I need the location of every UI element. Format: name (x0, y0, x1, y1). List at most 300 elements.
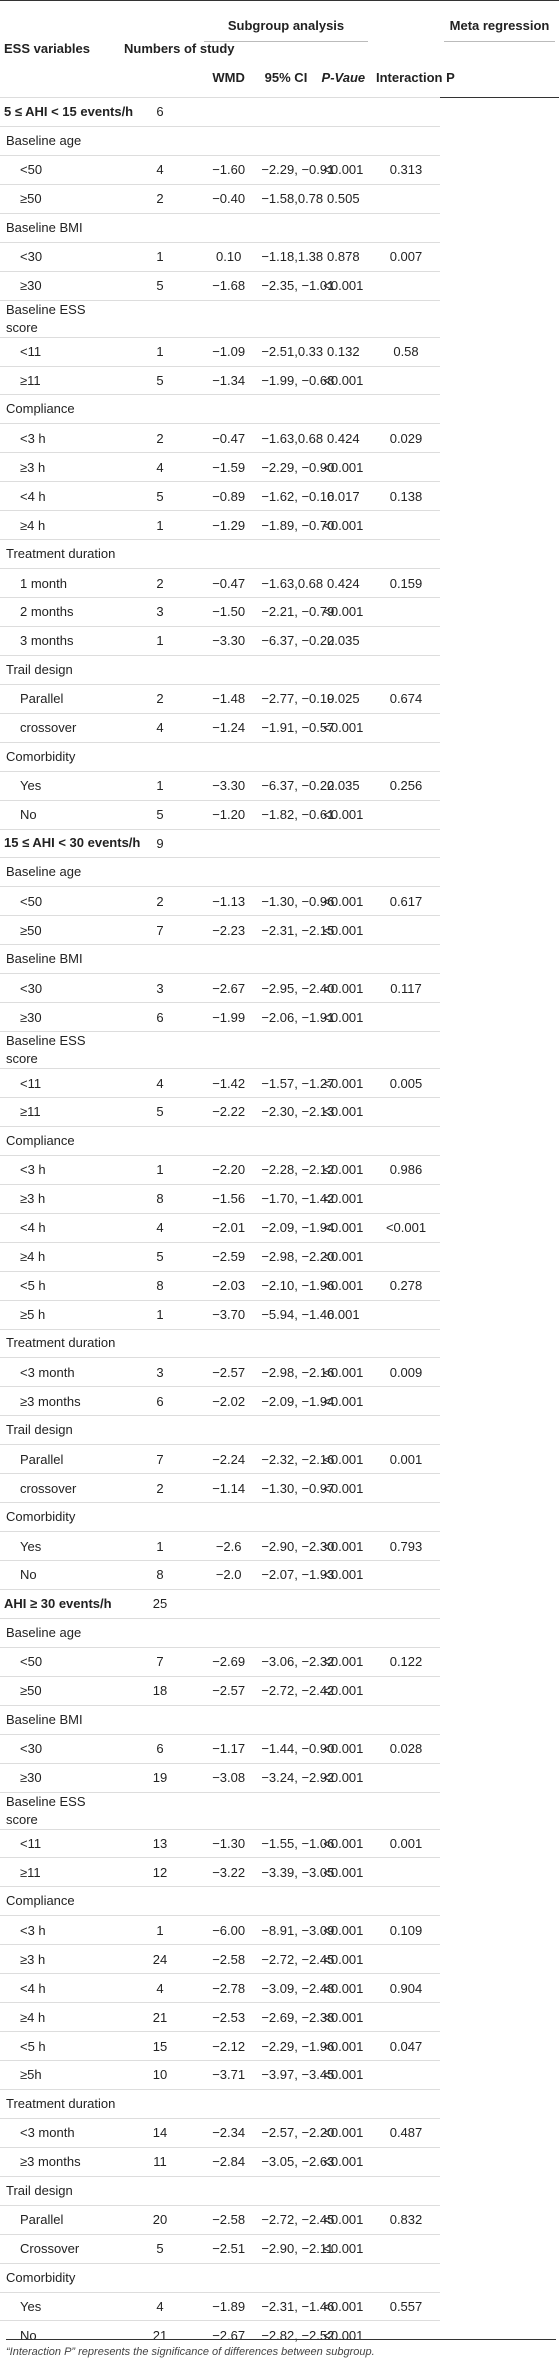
subgroup-label: <3 h (0, 424, 120, 453)
study-count: 18 (120, 1676, 200, 1705)
wmd-value: −1.13 (200, 887, 257, 916)
study-count: 15 (120, 2032, 200, 2061)
subgroup-label: <11 (0, 1829, 120, 1858)
interaction-p-value (372, 1098, 440, 1127)
p-value: 0.035 (315, 626, 372, 655)
empty-cell (372, 1705, 440, 1734)
interaction-p-value (372, 2061, 440, 2090)
empty-cell (315, 540, 372, 569)
ci-value: −2.06, −1.91 (257, 1003, 314, 1032)
variable-row (0, 2263, 559, 2292)
p-value: <0.001 (315, 800, 372, 829)
empty-cell (372, 2176, 440, 2205)
subgroup-label: ≥11 (0, 1858, 120, 1887)
subgroup-label: <3 h (0, 1916, 120, 1945)
subgroup-label: ≥3 h (0, 1945, 120, 1974)
empty-cell (372, 2263, 440, 2292)
subgroup-row (0, 713, 559, 742)
subgroup-label: ≥3 h (0, 453, 120, 482)
empty-cell (200, 395, 257, 424)
empty-cell (315, 1705, 372, 1734)
interaction-p-value (372, 2234, 440, 2263)
p-value: <0.001 (315, 1213, 372, 1242)
subgroup-row (0, 511, 559, 540)
wmd-value: −2.69 (200, 1647, 257, 1676)
study-count: 6 (120, 1003, 200, 1032)
p-value: <0.001 (315, 1916, 372, 1945)
interaction-p-value: 0.313 (372, 155, 440, 184)
study-count: 5 (120, 482, 200, 511)
subgroup-row (0, 1358, 559, 1387)
study-count: 7 (120, 1647, 200, 1676)
subgroup-row (0, 453, 559, 482)
interaction-p-value (372, 1300, 440, 1329)
wmd-value: −1.60 (200, 155, 257, 184)
subgroup-row (0, 887, 559, 916)
empty-cell (257, 1618, 314, 1647)
interaction-p-value: 0.047 (372, 2032, 440, 2061)
study-count: 4 (120, 155, 200, 184)
interaction-p-value (372, 1763, 440, 1792)
subgroup-row (0, 2003, 559, 2032)
study-count: 8 (120, 1561, 200, 1590)
empty-cell (257, 829, 314, 858)
header-p-value (315, 58, 372, 98)
study-count: 4 (120, 1069, 200, 1098)
study-count: 1 (120, 1155, 200, 1184)
ci-value: −2.30, −2.13 (257, 1098, 314, 1127)
variable-label: Baseline age (0, 126, 120, 155)
wmd-value: −2.23 (200, 916, 257, 945)
subgroup-label: <50 (0, 155, 120, 184)
subgroup-row (0, 1242, 559, 1271)
variable-row (0, 945, 559, 974)
wmd-value: −1.29 (200, 511, 257, 540)
p-value: <0.001 (315, 1676, 372, 1705)
interaction-p-value (372, 511, 440, 540)
empty-cell (372, 300, 440, 337)
interaction-p-value (372, 1474, 440, 1503)
study-count: 1 (120, 511, 200, 540)
wmd-value: −1.14 (200, 1474, 257, 1503)
interaction-p-value (372, 184, 440, 213)
wmd-value: −2.22 (200, 1098, 257, 1127)
p-value: <0.001 (315, 1271, 372, 1300)
ci-value: −1.44, −0.90 (257, 1734, 314, 1763)
empty-cell (315, 829, 372, 858)
ci-value: −5.94, −1.46 (257, 1300, 314, 1329)
subgroup-label: ≥4 h (0, 2003, 120, 2032)
empty-cell (372, 742, 440, 771)
wmd-value: −1.24 (200, 713, 257, 742)
subgroup-row (0, 771, 559, 800)
subgroup-label: 2 months (0, 598, 120, 627)
wmd-value: −2.24 (200, 1445, 257, 1474)
empty-cell (120, 2263, 200, 2292)
p-value: <0.001 (315, 1734, 372, 1763)
study-count: 11 (120, 2147, 200, 2176)
ci-value: −2.29, −0.91 (257, 155, 314, 184)
empty-cell (315, 126, 372, 155)
subgroup-row (0, 1829, 559, 1858)
subgroup-label: ≥4 h (0, 511, 120, 540)
study-count: 5 (120, 1098, 200, 1127)
empty-cell (315, 1792, 372, 1829)
subgroup-row (0, 482, 559, 511)
study-count: 5 (120, 2234, 200, 2263)
p-value: <0.001 (315, 1474, 372, 1503)
study-count: 7 (120, 1445, 200, 1474)
header-meta-regression (440, 1, 559, 58)
variable-label: Baseline ESS score (0, 300, 120, 337)
variable-label: Baseline BMI (0, 1705, 120, 1734)
empty-cell (200, 945, 257, 974)
wmd-value: −1.17 (200, 1734, 257, 1763)
wmd-value: −0.47 (200, 569, 257, 598)
ci-value: −1.18,1.38 (257, 242, 314, 271)
interaction-p-value (372, 1242, 440, 1271)
subgroup-label: crossover (0, 713, 120, 742)
variable-row (0, 1032, 559, 1069)
wmd-value: −2.0 (200, 1561, 257, 1590)
empty-cell (200, 1792, 257, 1829)
subgroup-label: <30 (0, 1734, 120, 1763)
subgroup-label: <5 h (0, 2032, 120, 2061)
subgroup-label: <11 (0, 337, 120, 366)
interaction-p-value: 0.58 (372, 337, 440, 366)
subgroup-label: crossover (0, 1474, 120, 1503)
p-value: <0.001 (315, 1003, 372, 1032)
subgroup-label: <5 h (0, 1271, 120, 1300)
empty-cell (257, 98, 314, 127)
p-value: 0.017 (315, 482, 372, 511)
ci-value: −2.77, −0.19 (257, 684, 314, 713)
empty-cell (200, 2089, 257, 2118)
empty-cell (257, 742, 314, 771)
subgroup-row (0, 2147, 559, 2176)
p-value: 0.001 (315, 1300, 372, 1329)
p-value: 0.035 (315, 771, 372, 800)
subgroup-row (0, 1561, 559, 1590)
empty-cell (372, 540, 440, 569)
wmd-value: −2.67 (200, 2321, 257, 2349)
ci-value: −2.35, −1.01 (257, 271, 314, 300)
ci-value: −2.72, −2.45 (257, 1945, 314, 1974)
p-value: <0.001 (315, 2061, 372, 2090)
ci-value: −2.98, −2.16 (257, 1358, 314, 1387)
subgroup-row (0, 1676, 559, 1705)
study-count: 6 (120, 1734, 200, 1763)
empty-cell (200, 540, 257, 569)
ci-value: −3.97, −3.45 (257, 2061, 314, 2090)
variable-label: Baseline ESS score (0, 1032, 120, 1069)
ci-value: −2.32, −2.16 (257, 1445, 314, 1474)
empty-cell (372, 2089, 440, 2118)
header-ess-variables: ESS variables (4, 41, 90, 56)
wmd-value: −1.89 (200, 2292, 257, 2321)
empty-cell (200, 1329, 257, 1358)
p-value: <0.001 (315, 2003, 372, 2032)
p-value: <0.001 (315, 1242, 372, 1271)
p-value: <0.001 (315, 1098, 372, 1127)
study-count: 24 (120, 1945, 200, 1974)
empty-cell (200, 829, 257, 858)
subgroup-row (0, 2032, 559, 2061)
empty-cell (120, 395, 200, 424)
interaction-p-value: 0.674 (372, 684, 440, 713)
p-value: <0.001 (315, 887, 372, 916)
study-count: 5 (120, 271, 200, 300)
variable-row (0, 655, 559, 684)
variable-label: Baseline ESS score (0, 1792, 120, 1829)
ci-value: −2.07, −1.93 (257, 1561, 314, 1590)
variable-row (0, 300, 559, 337)
p-value: <0.001 (315, 1858, 372, 1887)
subgroup-label: Parallel (0, 684, 120, 713)
interaction-p-value: 0.832 (372, 2205, 440, 2234)
empty-cell (372, 858, 440, 887)
variable-row (0, 540, 559, 569)
empty-cell (120, 742, 200, 771)
table-body (0, 98, 559, 2350)
variable-row (0, 2089, 559, 2118)
ci-value: −2.31, −1.46 (257, 2292, 314, 2321)
variable-row (0, 1126, 559, 1155)
p-value: <0.001 (315, 1945, 372, 1974)
subgroup-row (0, 1069, 559, 1098)
ci-value: −3.39, −3.05 (257, 1858, 314, 1887)
subgroup-label: ≥11 (0, 366, 120, 395)
subgroup-row (0, 184, 559, 213)
p-value: <0.001 (315, 916, 372, 945)
empty-cell (372, 1329, 440, 1358)
subgroup-row (0, 1271, 559, 1300)
wmd-value: −0.47 (200, 424, 257, 453)
header-number-of-studies: Numbers of study (124, 41, 235, 56)
p-value: <0.001 (315, 2234, 372, 2263)
p-value: <0.001 (315, 1763, 372, 1792)
section-row (0, 98, 559, 127)
empty-cell (120, 300, 200, 337)
ci-value: −2.29, −1.96 (257, 2032, 314, 2061)
subgroup-label: Yes (0, 1532, 120, 1561)
variable-label: Compliance (0, 395, 120, 424)
p-value: <0.001 (315, 155, 372, 184)
interaction-p-value (372, 1561, 440, 1590)
study-count: 1 (120, 1532, 200, 1561)
subgroup-row (0, 337, 559, 366)
wmd-value: −2.12 (200, 2032, 257, 2061)
study-count: 4 (120, 1974, 200, 2003)
empty-cell (257, 2263, 314, 2292)
subgroup-row (0, 2061, 559, 2090)
wmd-value: −1.59 (200, 453, 257, 482)
interaction-p-value (372, 2003, 440, 2032)
interaction-p-value: 0.007 (372, 242, 440, 271)
empty-cell (257, 945, 314, 974)
header-ci: 95% CI (264, 69, 308, 85)
subgroup-label: <30 (0, 974, 120, 1003)
ci-value: −1.62, −0.16 (257, 482, 314, 511)
wmd-value: −2.53 (200, 2003, 257, 2032)
empty-cell (315, 1589, 372, 1618)
interaction-p-value: 0.986 (372, 1155, 440, 1184)
wmd-value: −2.03 (200, 1271, 257, 1300)
ci-value: −2.69, −2.38 (257, 2003, 314, 2032)
ci-value: −8.91, −3.09 (257, 1916, 314, 1945)
interaction-p-value (372, 1676, 440, 1705)
subgroup-row (0, 1945, 559, 1974)
ci-value: −2.09, −1.94 (257, 1213, 314, 1242)
variable-row (0, 1618, 559, 1647)
study-count: 8 (120, 1184, 200, 1213)
subgroup-label: <4 h (0, 482, 120, 511)
ci-value: −2.95, −2.40 (257, 974, 314, 1003)
variable-label: Comorbidity (0, 742, 120, 771)
subgroup-label: ≥30 (0, 1763, 120, 1792)
table-footnote: “Interaction P” represents the significance of differences between subgroup. (6, 2339, 556, 2358)
p-value: <0.001 (315, 1069, 372, 1098)
ci-value: −2.28, −2.12 (257, 1155, 314, 1184)
interaction-p-value: 0.487 (372, 2118, 440, 2147)
p-value: <0.001 (315, 2118, 372, 2147)
subgroup-row (0, 1974, 559, 2003)
empty-cell (315, 858, 372, 887)
wmd-value: 0.10 (200, 242, 257, 271)
empty-cell (200, 1705, 257, 1734)
study-count: 13 (120, 1829, 200, 1858)
variable-label: Compliance (0, 1126, 120, 1155)
p-value: <0.001 (315, 366, 372, 395)
subgroup-row (0, 1858, 559, 1887)
interaction-p-value: 0.138 (372, 482, 440, 511)
empty-cell (257, 213, 314, 242)
wmd-value: −2.20 (200, 1155, 257, 1184)
empty-cell (257, 395, 314, 424)
study-count: 3 (120, 598, 200, 627)
variable-label: Comorbidity (0, 1503, 120, 1532)
interaction-p-value: 0.117 (372, 974, 440, 1003)
p-value: <0.001 (315, 1358, 372, 1387)
wmd-value: −3.71 (200, 2061, 257, 2090)
study-count: 1 (120, 1916, 200, 1945)
interaction-p-value (372, 2147, 440, 2176)
subgroup-row (0, 1647, 559, 1676)
empty-cell (120, 1329, 200, 1358)
empty-cell (120, 1416, 200, 1445)
section-row (0, 1589, 559, 1618)
subgroup-label: ≥4 h (0, 1242, 120, 1271)
wmd-value: −2.34 (200, 2118, 257, 2147)
study-count: 4 (120, 713, 200, 742)
variable-row (0, 858, 559, 887)
variable-label: Baseline age (0, 1618, 120, 1647)
study-count: 8 (120, 1271, 200, 1300)
variable-row (0, 1329, 559, 1358)
variable-label: Treatment duration (0, 1329, 120, 1358)
ci-value: −1.70, −1.42 (257, 1184, 314, 1213)
header-empty (372, 1, 440, 58)
empty-cell (120, 2089, 200, 2118)
subgroup-row (0, 1763, 559, 1792)
empty-cell (372, 1589, 440, 1618)
empty-cell (315, 655, 372, 684)
subgroup-label: ≥30 (0, 1003, 120, 1032)
section-study-count: 25 (120, 1589, 200, 1618)
p-value: <0.001 (315, 1647, 372, 1676)
empty-cell (120, 540, 200, 569)
variable-label: Baseline BMI (0, 213, 120, 242)
ci-value: −1.57, −1.27 (257, 1069, 314, 1098)
empty-cell (120, 2176, 200, 2205)
interaction-p-value (372, 800, 440, 829)
subgroup-label: <3 month (0, 2118, 120, 2147)
p-value: <0.001 (315, 2321, 372, 2349)
subgroup-label: <30 (0, 242, 120, 271)
study-count: 2 (120, 684, 200, 713)
ci-value: −1.82, −0.61 (257, 800, 314, 829)
study-count: 6 (120, 1387, 200, 1416)
empty-cell (257, 300, 314, 337)
ci-value: −1.55, −1.06 (257, 1829, 314, 1858)
variable-row (0, 742, 559, 771)
variable-row (0, 1887, 559, 1916)
empty-cell (372, 655, 440, 684)
wmd-value: −2.02 (200, 1387, 257, 1416)
interaction-p-value: 0.001 (372, 1445, 440, 1474)
p-value: <0.001 (315, 974, 372, 1003)
ci-value: −2.57, −2.20 (257, 2118, 314, 2147)
subgroup-label: ≥50 (0, 916, 120, 945)
subgroup-row (0, 1155, 559, 1184)
study-count: 3 (120, 974, 200, 1003)
study-count: 1 (120, 242, 200, 271)
ci-value: −2.31, −2.15 (257, 916, 314, 945)
interaction-p-value (372, 1858, 440, 1887)
subgroup-row (0, 1532, 559, 1561)
subgroup-label: No (0, 800, 120, 829)
empty-cell (372, 1032, 440, 1069)
ci-value: −2.90, −2.11 (257, 2234, 314, 2263)
empty-cell (200, 742, 257, 771)
interaction-p-value (372, 1387, 440, 1416)
subgroup-label: Crossover (0, 2234, 120, 2263)
subgroup-row (0, 684, 559, 713)
interaction-p-value: 0.256 (372, 771, 440, 800)
p-value: <0.001 (315, 1974, 372, 2003)
ci-value: −1.63,0.68 (257, 424, 314, 453)
p-value: 0.424 (315, 424, 372, 453)
interaction-p-value: 0.005 (372, 1069, 440, 1098)
study-count: 5 (120, 366, 200, 395)
subgroup-row (0, 569, 559, 598)
wmd-value: −1.42 (200, 1069, 257, 1098)
study-count: 19 (120, 1763, 200, 1792)
ci-value: −3.24, −2.92 (257, 1763, 314, 1792)
study-count: 7 (120, 916, 200, 945)
empty-cell (120, 858, 200, 887)
p-value: <0.001 (315, 1445, 372, 1474)
variable-row (0, 213, 559, 242)
subgroup-row (0, 1098, 559, 1127)
study-count: 21 (120, 2321, 200, 2349)
empty-cell (120, 945, 200, 974)
subgroup-row (0, 1300, 559, 1329)
empty-cell (372, 829, 440, 858)
p-value: <0.001 (315, 1561, 372, 1590)
p-value: <0.001 (315, 2292, 372, 2321)
variable-label: Trail design (0, 655, 120, 684)
